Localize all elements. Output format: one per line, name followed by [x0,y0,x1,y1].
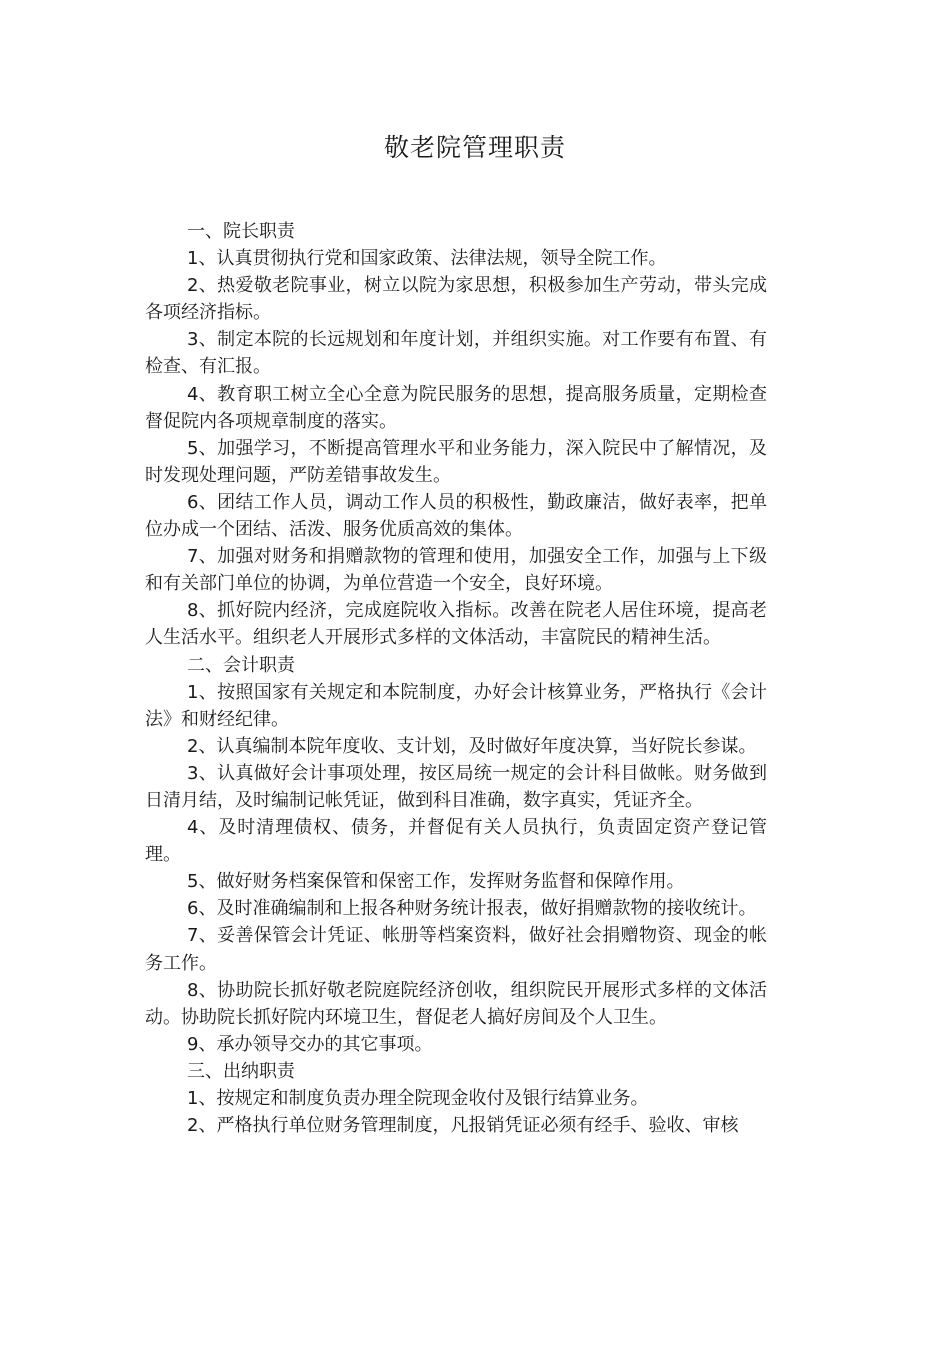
list-item: 8、协助院长抓好敬老院庭院经济创收，组织院民开展形式多样的文体活动。协助院长抓好院内环境卫生，督促老人搞好房间及个人卫生。 [145,979,767,1028]
section-heading-accountant: 二、会计职责 [187,654,295,676]
list-item: 7、妥善保管会计凭证、帐册等档案资料，做好社会捐赠物资、现金的帐务工作。 [145,925,767,974]
list-item: 7、加强对财务和捐赠款物的管理和使用，加强安全工作，加强与上下级和有关部门单位的协调，为单位营造一个安全，良好环境。 [145,546,767,595]
list-item: 4、教育职工树立全心全意为院民服务的思想，提高服务质量，定期检查督促院内各项规章制度的落实。 [145,383,767,432]
list-item: 8、抓好院内经济，完成庭院收入指标。改善在院老人居住环境，提高老人生活水平。组织老人开展形式多样的文体活动，丰富院民的精神生活。 [145,600,767,649]
list-item: 9、承办领导交办的其它事项。 [187,1033,433,1055]
list-item: 6、及时准确编制和上报各种财务统计报表，做好捐赠款物的接收统计。 [187,898,757,920]
section-heading-cashier: 三、出纳职责 [187,1060,295,1082]
list-item: 2、热爱敬老院事业，树立以院为家思想，积极参加生产劳动，带头完成各项经济指标。 [145,275,767,324]
list-item: 1、认真贯彻执行党和国家政策、法律法规，领导全院工作。 [187,248,667,270]
list-item: 1、按规定和制度负责办理全院现金收付及银行结算业务。 [187,1088,649,1109]
list-item: 4、及时清理债权、债务，并督促有关人员执行，负责固定资产登记管理。 [145,817,767,866]
section-heading-director: 一、院长职责 [187,221,295,242]
list-item: 5、加强学习，不断提高管理水平和业务能力，深入院民中了解情况，及时发现处理问题，严防差错事故发生。 [145,437,767,486]
document-title: 敬老院管理职责 [383,133,566,162]
list-item: 3、认真做好会计事项处理，按区局统一规定的会计科目做帐。财务做到日清月结，及时编制记帐凭证，做到科目准确，数字真实，凭证齐全。 [145,762,767,811]
list-item: 3、制定本院的长远规划和年度计划，并组织实施。对工作要有布置、有检查、有汇报。 [145,329,767,378]
list-item: 1、按照国家有关规定和本院制度，办好会计核算业务，严格执行《会计法》和财经纪律。 [145,681,767,730]
list-item: 5、做好财务档案保管和保密工作，发挥财务监督和保障作用。 [187,871,685,893]
list-item: 2、严格执行单位财务管理制度，凡报销凭证必须有经手、验收、审核 [187,1115,739,1137]
document-body [145,218,767,1139]
list-item: 2、认真编制本院年度收、支计划，及时做好年度决算，当好院长参谋。 [187,735,757,757]
list-item: 6、团结工作人员，调动工作人员的积极性，勤政廉洁，做好表率，把单位办成一个团结、活泼、服务优质高效的集体。 [145,491,767,541]
